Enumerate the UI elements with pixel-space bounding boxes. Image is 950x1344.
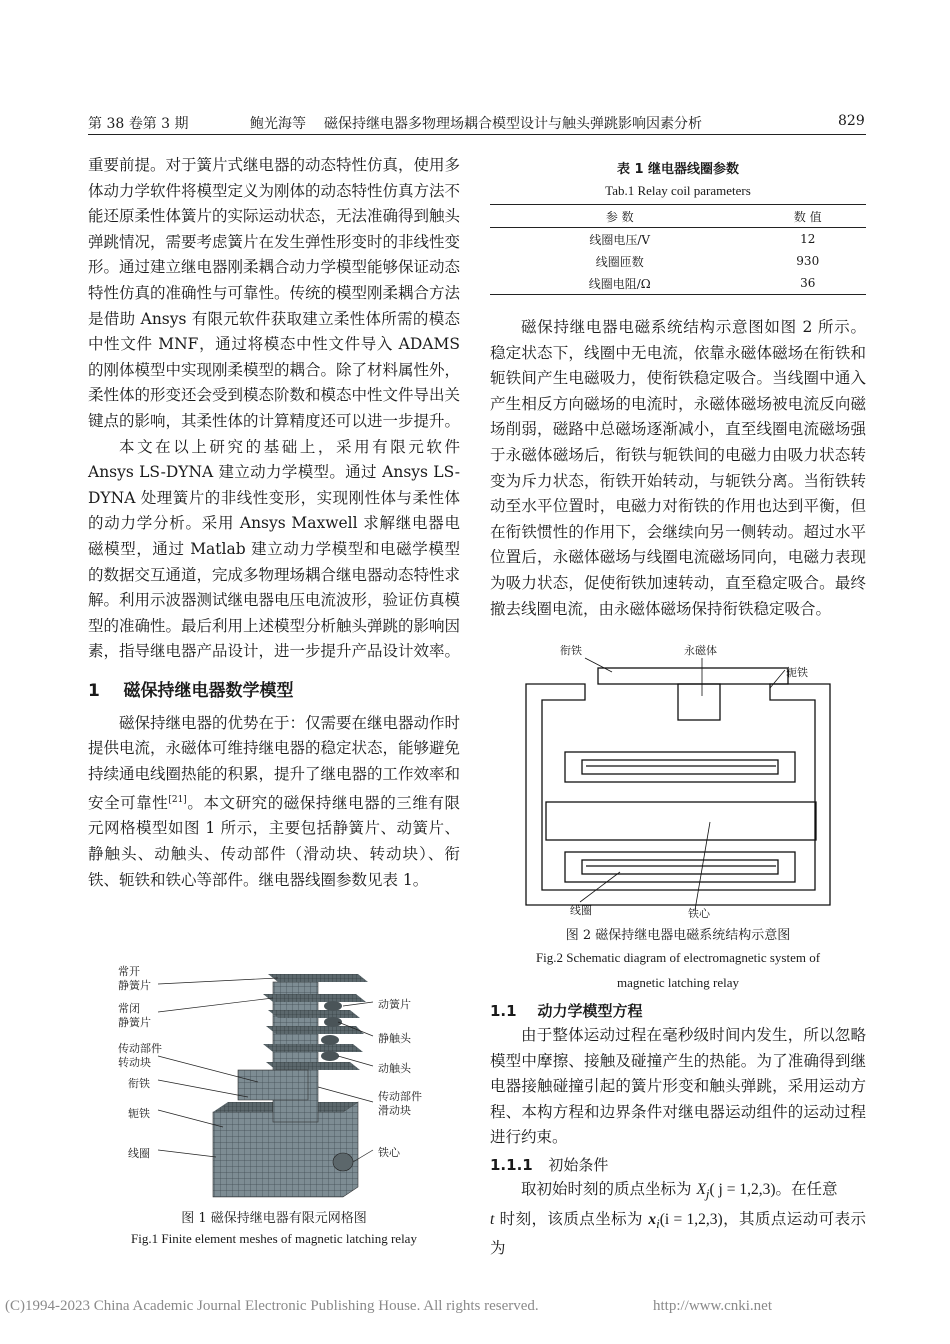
label-nc-static-spring: 常闭 静簧片 [118, 1002, 151, 1029]
table-1-title-en: Tab.1 Relay coil parameters [605, 183, 751, 198]
right-paragraph-2: 由于整体运动过程在毫秒级时间内发生，所以忽略模型中摩擦、接触及碰撞产生的热能。为了准确得到继电器接触碰撞引起的簧片形变和触头弹跳，采用运动方程、本构方程和边界条件对继电器运动组件的运动过程进行约束。 [490, 1026, 866, 1147]
table-row: 线圈匝数 930 [595, 254, 820, 269]
header-authors: 鲍光海等 [250, 116, 306, 132]
table-1 [490, 204, 866, 295]
label-permanent-magnet: 永磁体 [684, 644, 717, 657]
left-column [88, 153, 460, 893]
label-moving-spring: 动簧片 [378, 998, 411, 1011]
citation: [21] [168, 794, 187, 805]
left-paragraph-1: 重要前提。对于簧片式继电器的动态特性仿真，使用多体动力学软件将模型定义为刚体的动态特性仿真方法不能还原柔性体簧片的实际运动状态，无法准确得到触头弹跳情况，需要考虑簧片在发生弹性形变时的非线性变形。通过建立继电器刚柔耦合动力学模型能够保证动态特性仿真的准确性与可靠性。传统的模型刚柔耦合方法是借助 Ansys 有限元软件获取建立柔性体所需的模态中性文件 MNF，通过将模态中性文件导入 ADAMS 的刚体模型中实现刚柔模型的耦合。除了材料属性外，柔性体的形变还会受到模态阶数和模态中性文件导出关键点的影响，其柔性体的计算精度还可以进一步提升。 [88, 156, 461, 430]
table-header-param: 参 数 [605, 209, 634, 224]
section-number: 1 [88, 680, 100, 701]
header-rule [88, 134, 866, 135]
figure-2-caption-en-1: Fig.2 Schematic diagram of electromagnetic system of [535, 950, 821, 965]
figure-1 [88, 962, 460, 1217]
figure-2 [490, 640, 866, 920]
section-heading-1 [88, 677, 460, 705]
label-static-contact: 静触头 [378, 1032, 411, 1045]
figure-2-caption-cn: 图 2 磁保持继电器电磁系统结构示意图 [565, 928, 791, 943]
figure-1-caption-en: Fig.1 Finite element meshes of magnetic latching relay [131, 1231, 417, 1246]
section-title: 磁保持继电器数学模型 [123, 680, 294, 701]
journal-volume: 第 38 卷第 3 期 [88, 116, 189, 132]
label-armature: 衔铁 [560, 644, 582, 657]
label-yoke: 轭铁 [786, 666, 808, 679]
math-X: X [696, 1180, 706, 1198]
right-paragraph-1: 磁保持继电器电磁系统结构示意图如图 2 所示。稳定状态下，线圈中无电流，依靠永磁体磁场在衔铁和轭铁间产生电磁吸力，使衔铁稳定吸合。当线圈中通入产生相反方向磁场的电流时，永磁体磁场被电流反向磁场削弱，磁路中总磁场逐渐减小，直至线圈电流磁场强于永磁体磁场后，衔铁与轭铁间的电磁力由吸力状态转变为斥力状态，衔铁开始转动，与轭铁分离。当衔铁转动至水平位置时，电磁力对衔铁的作用也达到平衡，但在衔铁惯性的作用下，会继续向另一侧转动。超过水平位置后，永磁体磁场与线圈电流磁场同向，电磁力表现为吸力状态，促使衔铁加速转动，直至稳定吸合。最终撤去线圈电流，由永磁体磁场保持衔铁稳定吸合。 [490, 318, 866, 618]
label-coil: 线圈 [128, 1147, 150, 1160]
electromagnetic-schematic [490, 640, 866, 920]
header-title: 磁保持继电器多物理场耦合模型设计与触头弹跳影响因素分析 [324, 116, 702, 132]
label-slider-block: 传动部件 滑动块 [378, 1090, 422, 1117]
right-column-text-2 [490, 999, 866, 1262]
left-paragraph-2: 本文在以上研究的基础上，采用有限元软件 Ansys LS-DYNA 建立动力学模型。通过 Ansys LS-DYNA 处理簧片的非线性变形，实现刚性体与柔性体的动力学分析。采用 Ansys Maxwell 求解继电器电磁模型，通过 Matlab 建立动力学模型和电磁学模型的数据交互通道，完成多物理场耦合继电器动态特性求解。利用示波器测试继电器电压电流波形，验证仿真模型的准确性。最后利用上述模型分析触头弹跳的影响因素，指导继电器产品设计，进一步提升产品设计效率。 [88, 437, 461, 661]
label-core: 铁心 [378, 1146, 400, 1159]
label-armature: 衔铁 [128, 1077, 150, 1090]
copyright-footer: (C)1994-2023 China Academic Journal Electronic Publishing House. All rights reserved. [5, 1298, 539, 1314]
label-no-static-spring: 常开 静簧片 [118, 965, 151, 992]
label-yoke: 轭铁 [128, 1107, 150, 1120]
subsection-1-1: 1.1 动力学模型方程 [490, 1002, 643, 1020]
label-rotating-block: 传动部件 转动块 [118, 1042, 162, 1069]
figure-2-caption-en-2: magnetic latching relay [616, 975, 739, 990]
label-core: 铁心 [688, 907, 710, 920]
table-row: 线圈电阻/Ω 36 [588, 276, 816, 291]
label-coil: 线圈 [570, 904, 592, 917]
math-x: x [648, 1210, 657, 1228]
left-paragraph-3: 磁保持继电器的优势在于：仅需要在继电器动作时提供电流，永磁体可维持继电器的稳定状态，能够避免持续通电线圈热能的积累，提升了继电器的工作效率和安全可靠性[21]。本文研究的磁保持继电器的三维有限元网格模型如图 1 所示，主要包括静簧片、动簧片、静触头、动触头、传动部件（滑动块、转动块）、衔铁、轭铁和铁心等部件。继电器线圈参数见表 1。 [88, 713, 461, 889]
label-moving-contact: 动触头 [378, 1062, 411, 1075]
right-paragraph-3: 取初始时刻的质点坐标为 $X_j$( j = 1,2,3)。在任意 t 时刻，该质点坐标为 $x_i(i = 1,2,3)$，其质点运动可表示为 [490, 1179, 866, 1258]
figure-1-caption-cn: 图 1 磁保持继电器有限元网格图 [181, 1211, 367, 1226]
table-1-title-cn: 表 1 继电器线圈参数 [616, 162, 740, 177]
subsection-1-1-1: 1.1.1 初始条件 [490, 1155, 609, 1174]
page-number: 829 [838, 113, 865, 129]
cnki-url[interactable]: http://www.cnki.net [653, 1298, 773, 1314]
table-row: 线圈电压/V 12 [589, 232, 816, 247]
right-column-text-1 [490, 315, 866, 622]
table-header-value: 数 值 [793, 209, 822, 224]
